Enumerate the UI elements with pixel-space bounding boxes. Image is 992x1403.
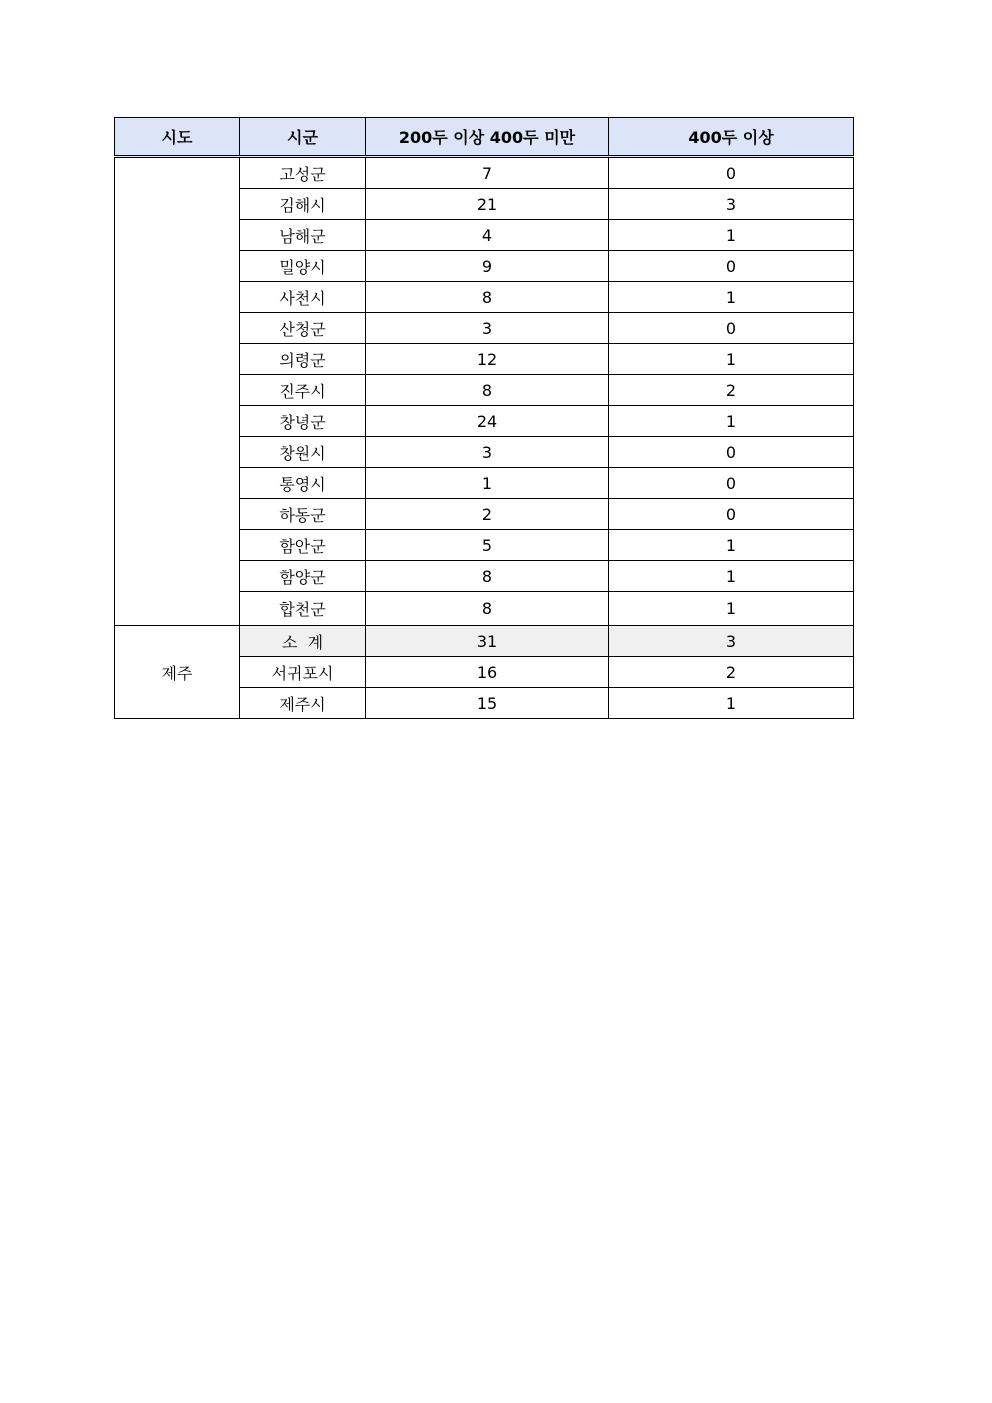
subtotal-high: 3 bbox=[609, 626, 854, 657]
count-high-cell: 1 bbox=[609, 406, 854, 437]
count-mid-cell: 16 bbox=[366, 657, 609, 688]
subtotal-label: 소 계 bbox=[240, 626, 366, 657]
sigun-cell: 창원시 bbox=[240, 437, 366, 468]
header-200-400: 200두 이상 400두 미만 bbox=[366, 118, 609, 157]
sigun-cell: 통영시 bbox=[240, 468, 366, 499]
count-high-cell: 0 bbox=[609, 437, 854, 468]
count-high-cell: 0 bbox=[609, 313, 854, 344]
sigun-cell: 고성군 bbox=[240, 157, 366, 189]
table-header-row bbox=[115, 118, 854, 157]
sigun-cell: 서귀포시 bbox=[240, 657, 366, 688]
count-mid-cell: 7 bbox=[366, 157, 609, 189]
table-row bbox=[115, 157, 854, 189]
count-high-cell: 1 bbox=[609, 220, 854, 251]
header-400-plus: 400두 이상 bbox=[609, 118, 854, 157]
count-high-cell: 0 bbox=[609, 157, 854, 189]
sigun-cell: 산청군 bbox=[240, 313, 366, 344]
sigun-cell: 김해시 bbox=[240, 189, 366, 220]
count-mid-cell: 15 bbox=[366, 688, 609, 719]
count-high-cell: 1 bbox=[609, 282, 854, 313]
count-mid-cell: 8 bbox=[366, 561, 609, 592]
header-sido: 시도 bbox=[115, 118, 240, 157]
count-mid-cell: 21 bbox=[366, 189, 609, 220]
count-mid-cell: 9 bbox=[366, 251, 609, 282]
sigun-cell: 사천시 bbox=[240, 282, 366, 313]
count-mid-cell: 2 bbox=[366, 499, 609, 530]
count-high-cell: 1 bbox=[609, 561, 854, 592]
sigun-cell: 하동군 bbox=[240, 499, 366, 530]
count-high-cell: 1 bbox=[609, 688, 854, 719]
sido-cell-gyeongnam bbox=[115, 157, 240, 626]
count-high-cell: 0 bbox=[609, 499, 854, 530]
count-mid-cell: 5 bbox=[366, 530, 609, 561]
sigun-cell: 진주시 bbox=[240, 375, 366, 406]
count-high-cell: 1 bbox=[609, 592, 854, 626]
subtotal-mid: 31 bbox=[366, 626, 609, 657]
sigun-cell: 함양군 bbox=[240, 561, 366, 592]
sigun-cell: 합천군 bbox=[240, 592, 366, 626]
count-mid-cell: 1 bbox=[366, 468, 609, 499]
count-mid-cell: 12 bbox=[366, 344, 609, 375]
count-high-cell: 2 bbox=[609, 657, 854, 688]
count-high-cell: 1 bbox=[609, 530, 854, 561]
sigun-cell: 남해군 bbox=[240, 220, 366, 251]
sido-cell-jeju: 제주 bbox=[115, 626, 240, 719]
sigun-cell: 의령군 bbox=[240, 344, 366, 375]
count-mid-cell: 8 bbox=[366, 282, 609, 313]
count-mid-cell: 8 bbox=[366, 592, 609, 626]
count-mid-cell: 8 bbox=[366, 375, 609, 406]
sigun-cell: 제주시 bbox=[240, 688, 366, 719]
sigun-cell: 함안군 bbox=[240, 530, 366, 561]
count-high-cell: 1 bbox=[609, 344, 854, 375]
count-high-cell: 2 bbox=[609, 375, 854, 406]
count-mid-cell: 4 bbox=[366, 220, 609, 251]
count-high-cell: 3 bbox=[609, 189, 854, 220]
header-sigun: 시군 bbox=[240, 118, 366, 157]
count-high-cell: 0 bbox=[609, 251, 854, 282]
count-mid-cell: 24 bbox=[366, 406, 609, 437]
count-high-cell: 0 bbox=[609, 468, 854, 499]
livestock-farm-table bbox=[114, 117, 854, 719]
count-mid-cell: 3 bbox=[366, 313, 609, 344]
count-mid-cell: 3 bbox=[366, 437, 609, 468]
sigun-cell: 창녕군 bbox=[240, 406, 366, 437]
subtotal-row bbox=[115, 626, 854, 657]
sigun-cell: 밀양시 bbox=[240, 251, 366, 282]
